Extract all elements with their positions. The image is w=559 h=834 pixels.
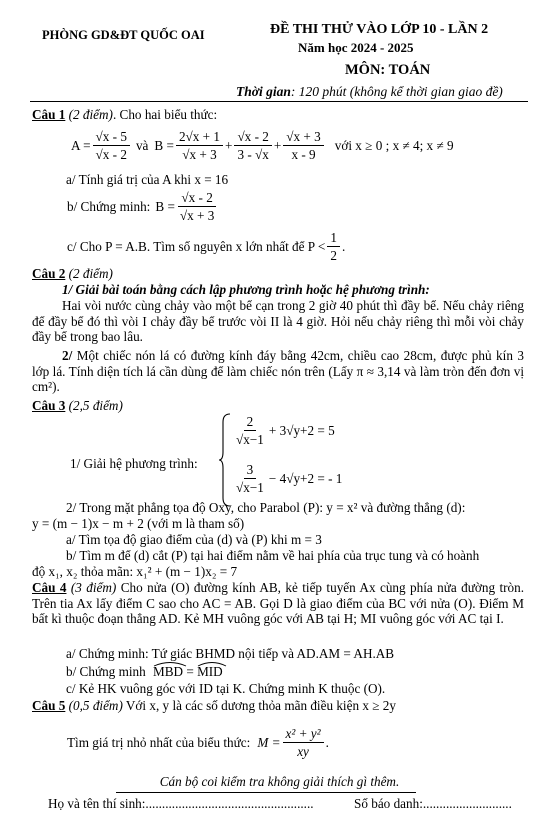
- system-brace: [218, 412, 232, 508]
- header-divider: [30, 101, 528, 102]
- department-name: PHÒNG GD&ĐT QUỐC OAI: [42, 28, 205, 42]
- q3-part1-label: 1/ Giải hệ phương trình:: [70, 456, 198, 471]
- q3-part2-b-line1: b/ Tìm m để (d) cắt (P) tại hai điểm nằm về hai phía của trục tung và có hoành: [66, 548, 480, 563]
- fraction-M: $\frac{\text{x² + y²}}{xy}$: [283, 726, 324, 759]
- q1-heading: Câu 1 (2 điểm). Cho hai biểu thức:: [32, 107, 218, 122]
- angle-MID: MID: [197, 664, 223, 680]
- q1-expressions: A = $\frac{√x - 5}{√x - 2}$ và B = $\frac{2√x + 1}{√x + 3}$ + $\frac{√x - 2}{3 - √x}$ + $\frac{√x + 3}{x - 9}$ với x ≥ 0 ; x ≠ 4; x ≠ 9: [71, 129, 454, 162]
- fraction-B-result: $\frac{√x - 2}{√x + 3}$: [179, 190, 215, 223]
- candidate-name-line: Họ và tên thí sinh:...................................................: [48, 796, 314, 811]
- fraction-half: $\frac{1}{2}$: [327, 230, 340, 263]
- fraction-A: $\frac{√x - 5}{√x - 2}$: [93, 129, 130, 162]
- angle-MBD: MBD: [153, 664, 183, 680]
- candidate-id-line: Số báo danh:...........................: [354, 796, 512, 811]
- q3-part2-line1: 2/ Trong mặt phẳng tọa độ Oxy, cho Parabol (P): y = x² và đường thẳng (d):: [66, 500, 466, 515]
- q1-part-b: b/ Chứng minh: B = $\frac{√x - 2}{√x + 3}$: [66, 190, 218, 223]
- fraction-B-term3: $\frac{√x + 3}{x - 9}$: [283, 129, 323, 162]
- footer-divider: [116, 792, 416, 793]
- q4-part-b: b/ Chứng minh MBD = MID: [66, 664, 223, 680]
- exam-duration: Thời gian: 120 phút (không kể thời gian giao đề): [236, 84, 503, 99]
- q4-text: Câu 4 (3 điểm) Cho nửa (O) đường kính AB, kẻ tiếp tuyến Ax cùng phía nửa đường tròn. Trên tia Ax lấy điểm C sao cho AC = AB. Gọi D là giao điểm của BC với nửa (O). Điểm M bất kì thuộc đoạn thẳng AD. Kẻ MH vuông góc với AB tại H; MI vuông góc với AC tại I.: [32, 580, 525, 627]
- equation-system: [218, 412, 388, 508]
- q3-heading: Câu 3 (2,5 điểm): [32, 398, 123, 413]
- q2-heading: Câu 2 (2 điểm): [32, 266, 113, 281]
- exam-title: ĐỀ THI THỬ VÀO LỚP 10 - LẦN 2: [270, 22, 489, 37]
- q3-part2-line2: y = (m − 1)x − m + 2 (với m là tham số): [32, 516, 245, 531]
- q2-part1-text: Hai vòi nước cùng chảy vào một bể cạn trong 2 giờ 40 phút thì đầy bể. Nếu chảy riêng để đầy bể đó thì vòi I chảy đầy bể trước vòi II là 4 giờ. Hỏi nếu chảy riêng thì mỗi vòi chảy đầy bể trong bao lâu.: [32, 298, 524, 345]
- footer-note: Cán bộ coi kiểm tra không giải thích gì thêm.: [159, 774, 400, 789]
- fraction-B-term1: $\frac{2√x + 1}{√x + 3}$: [176, 129, 223, 162]
- q2-part2: 2/ Một chiếc nón lá có đường kính đáy bằng 42cm, chiều cao 28cm, được phủ kín 3 lớp lá. Tính diện tích lá cần dùng để làm chiếc nón trên (Lấy π ≈ 3,14 và làm tròn đến đơn vị cm²).: [32, 348, 524, 395]
- q5-heading: Câu 5 (0,5 điểm) Với x, y là các số dương thỏa mãn điều kiện x ≥ 2y: [32, 698, 396, 713]
- q1-part-c: c/ Cho P = A.B. Tìm số nguyên x lớn nhất để P < $\frac{1}{2}$ .: [67, 230, 346, 263]
- q2-part1-heading: 1/ Giải bài toán bằng cách lập phương trình hoặc hệ phương trình:: [62, 282, 430, 297]
- school-year: Năm học 2024 - 2025: [298, 40, 414, 55]
- fraction-B-term2: $\frac{√x - 2}{3 - √x}$: [234, 129, 271, 162]
- q5-find: Tìm giá trị nhỏ nhất của biểu thức: M = $\frac{\text{x² + y²}}{xy}$ .: [67, 726, 329, 759]
- q3-part2-a: a/ Tìm tọa độ giao điểm của (d) và (P) khi m = 3: [66, 532, 322, 547]
- system-eq2: $\frac{3}{√x-1}$ − 4√y+2 = - 1: [236, 462, 343, 495]
- q1-part-a: a/ Tính giá trị của A khi x = 16: [66, 172, 229, 187]
- system-eq1: $\frac{2}{√x-1}$ + 3√y+2 = 5: [236, 414, 335, 447]
- q4-part-a: a/ Chứng minh: Tứ giác BHMD nội tiếp và AD.AM = AH.AB: [66, 646, 395, 661]
- subject-title: MÔN: TOÁN: [345, 62, 431, 78]
- q3-part2-b-line2: độ x₁, x₂ thỏa mãn: x₁² + (m − 1)x₂ = 7: [32, 564, 238, 579]
- q4-part-c: c/ Kẻ HK vuông góc với ID tại K. Chứng minh K thuộc (O).: [66, 681, 386, 696]
